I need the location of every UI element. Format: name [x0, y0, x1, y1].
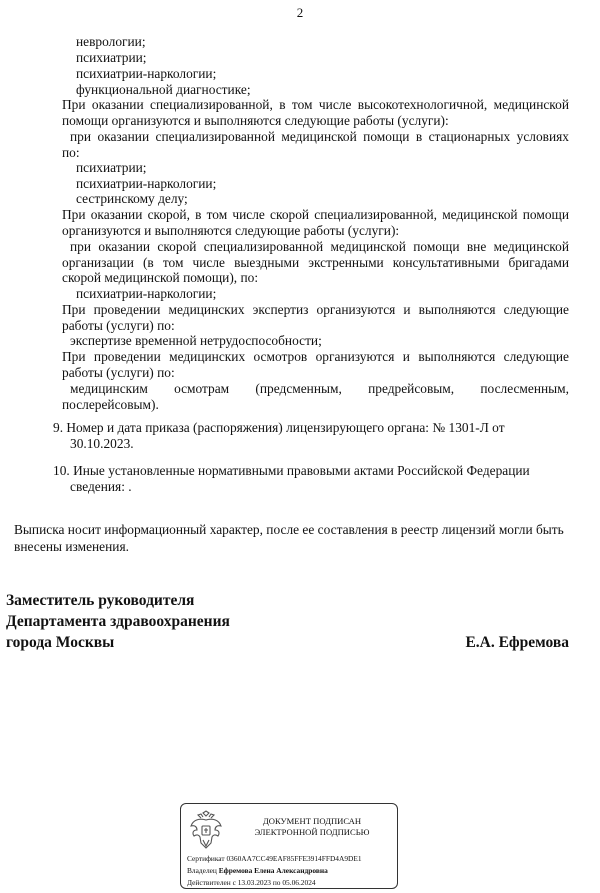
section-paragraph: скорой медицинской помощи), по:: [62, 270, 259, 285]
validity-line: Действителен с 13.03.2023 по 05.06.2024: [187, 878, 316, 887]
section-paragraph: медицинским осмотрам (предсменным, предрейсовым, послесменным,: [70, 381, 569, 396]
activity-line: неврологии;: [76, 34, 146, 49]
item-10: 10. Иные установленные нормативными правовыми актами Российской Федерации: [53, 463, 530, 478]
section-paragraph: При оказании скорой, в том числе скорой специализированной, медицинской помощи: [62, 207, 569, 222]
activity-line: психиатрии;: [76, 160, 147, 175]
activity-line: психиатрии-наркологии;: [76, 286, 217, 301]
activity-line: экспертизе временной нетрудоспособности;: [70, 333, 322, 348]
section-paragraph: при оказании скорой специализированной медицинской помощи вне медицинской: [70, 239, 569, 254]
stamp-title: ДОКУМЕНТ ПОДПИСАН: [262, 816, 362, 826]
section-paragraph: работы (услуги) по:: [62, 365, 175, 380]
stamp-title: ЭЛЕКТРОННОЙ ПОДПИСЬЮ: [254, 827, 370, 837]
signer-title: города Москвы: [6, 634, 115, 651]
section-paragraph: помощи организуются и выполняются следующие работы (услуги):: [62, 113, 449, 128]
owner-line: [187, 866, 328, 875]
owner-label: Владелец: [187, 866, 217, 875]
section-paragraph: работы (услуги) по:: [62, 318, 175, 333]
notice-text: Выписка носит информационный характер, после ее составления в реестр лицензий могли быть: [14, 522, 564, 537]
certificate-line: [187, 854, 362, 863]
section-paragraph: организации (в том числе выездными экстренными консультативными бригадами: [62, 255, 569, 270]
signer-title: Заместитель руководителя: [6, 592, 195, 609]
activity-line: функциональной диагностике;: [76, 82, 251, 97]
signer-title: Департамента здравоохранения: [6, 613, 230, 630]
page-number: 2: [296, 5, 304, 20]
section-paragraph: При проведении медицинских осмотров организуются и выполняются следующие: [62, 349, 569, 364]
electronic-signature-stamp: [180, 803, 398, 889]
signer-name: Е.А. Ефремова: [465, 634, 569, 651]
section-paragraph: организуются и выполняются следующие работы (услуги):: [62, 223, 400, 238]
item-9: 9. Номер и дата приказа (распоряжения) лицензирующего органа: № 1301-Л от: [53, 420, 505, 435]
certificate-value: 0360AA7CC49EAF85FFE3914FFD4A9DE1: [226, 854, 362, 863]
activity-line: психиатрии-наркологии;: [76, 66, 217, 81]
owner-value: Ефремова Елена Александровна: [218, 866, 328, 875]
coat-of-arms-icon: [189, 810, 223, 850]
item-10-continuation: сведения: .: [70, 479, 132, 494]
section-paragraph: При проведении медицинских экспертиз организуются и выполняются следующие: [62, 302, 569, 317]
section-paragraph: по:: [62, 145, 80, 160]
section-paragraph: послерейсовым).: [62, 397, 159, 412]
notice-text: внесены изменения.: [14, 539, 129, 554]
item-9-continuation: 30.10.2023.: [70, 436, 134, 451]
section-paragraph: при оказании специализированной медицинской помощи в стационарных условиях: [70, 129, 569, 144]
section-paragraph: При оказании специализированной, в том числе высокотехнологичной, медицинской: [62, 97, 569, 112]
activity-line: сестринскому делу;: [76, 191, 188, 206]
activity-line: психиатрии-наркологии;: [76, 176, 217, 191]
activity-line: психиатрии;: [76, 50, 147, 65]
certificate-label: Сертификат: [187, 854, 225, 863]
